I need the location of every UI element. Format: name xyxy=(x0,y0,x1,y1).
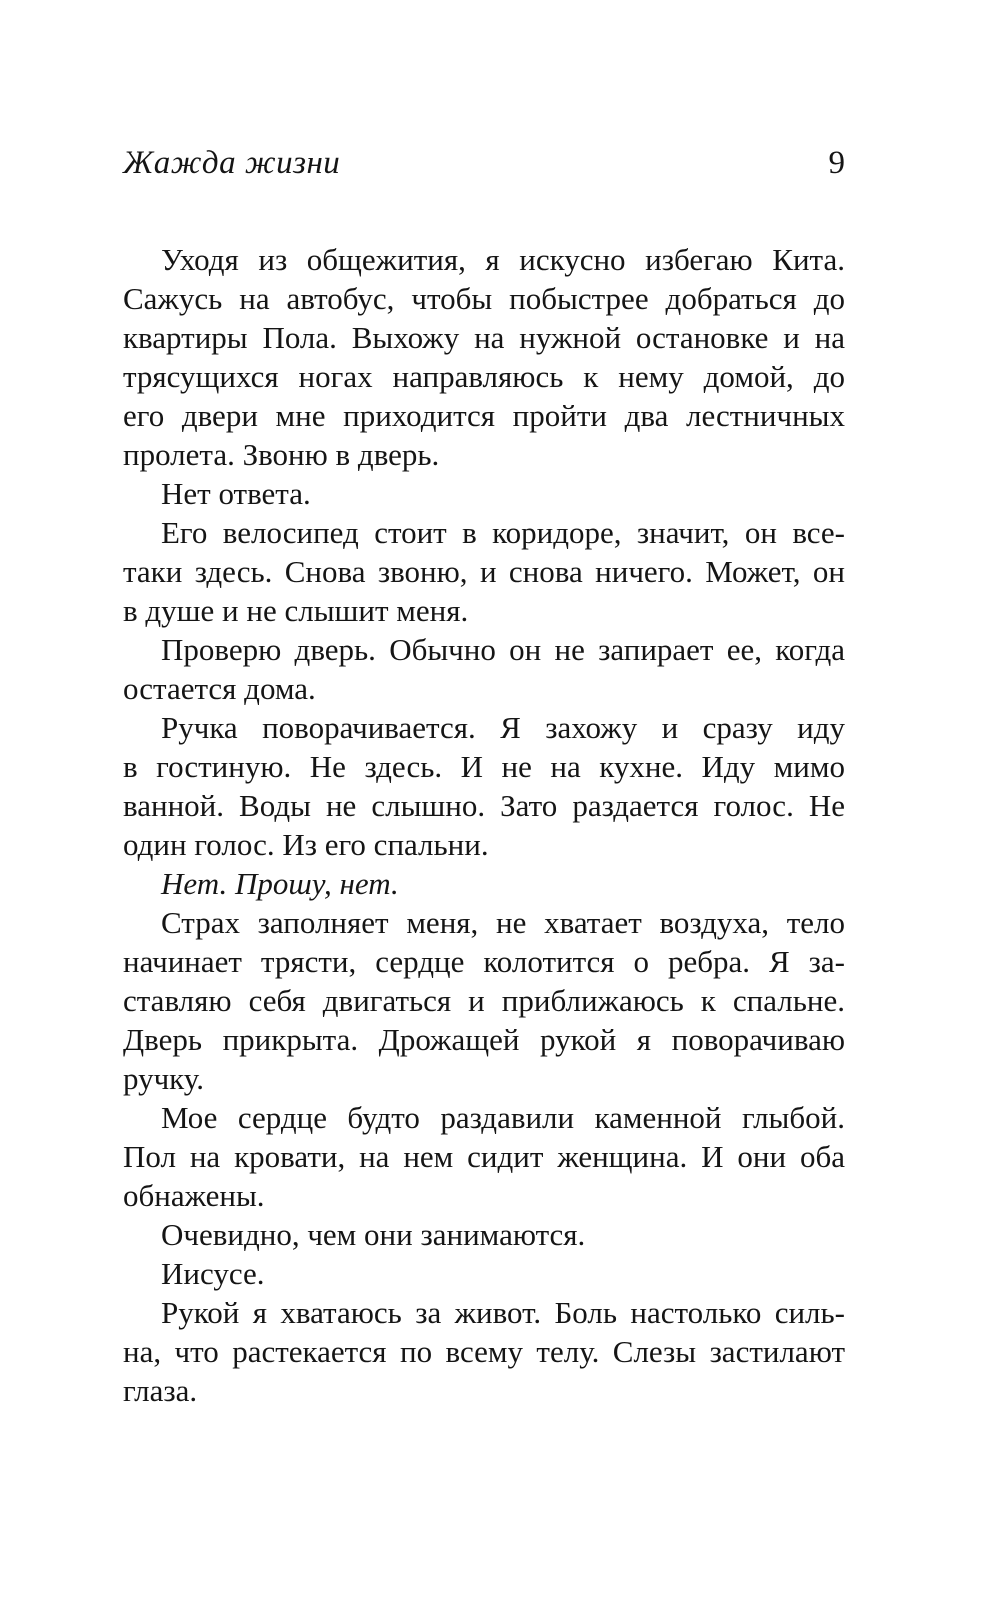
text-line: обнажены. xyxy=(123,1178,265,1213)
text-line: Пол на кровати, на нем сидит женщина. И они оба xyxy=(123,1139,845,1174)
paragraph xyxy=(123,630,845,708)
text-line: глаза. xyxy=(123,1373,198,1408)
text-line: Дверь прикрыта. Дрожащей рукой я поворачиваю xyxy=(123,1022,845,1057)
text-line: ставляю себя двигаться и приближаюсь к спальне. xyxy=(123,983,845,1018)
text-line: один голос. Из его спальни. xyxy=(123,827,489,862)
paragraph xyxy=(123,903,845,1098)
text-line: Очевидно, чем они занимаются. xyxy=(161,1217,586,1252)
text-line: ванной. Воды не слышно. Зато раздается голос. Не xyxy=(123,788,845,823)
text-line: Проверю дверь. Обычно он не запирает ее, когда xyxy=(161,632,845,667)
text-line: Иисусе. xyxy=(161,1256,265,1291)
paragraph xyxy=(123,474,845,513)
paragraph xyxy=(123,1215,845,1254)
text-line: Уходя из общежития, я искусно избегаю Кита. xyxy=(161,242,845,277)
running-header xyxy=(123,143,845,183)
text-block xyxy=(123,240,845,1410)
paragraph xyxy=(123,240,845,474)
text-line: Мое сердце будто раздавили каменной глыбой. xyxy=(161,1100,845,1135)
text-line: Нет ответа. xyxy=(161,476,311,511)
text-line: в душе и не слышит меня. xyxy=(123,593,469,628)
text-line: таки здесь. Снова звоню, и снова ничего. Может, он xyxy=(123,554,845,589)
text-line: Ручка поворачивается. Я захожу и сразу иду xyxy=(161,710,845,745)
text-line: на, что растекается по всему телу. Слезы застилают xyxy=(123,1334,845,1369)
text-line: Нет. Прошу, нет. xyxy=(161,866,399,901)
text-line: Страх заполняет меня, не хватает воздуха, тело xyxy=(161,905,845,940)
running-header-title: Жажда жизни xyxy=(123,145,341,181)
paragraph xyxy=(123,1293,845,1410)
paragraph xyxy=(123,1254,845,1293)
text-line: остается дома. xyxy=(123,671,316,706)
text-line: Сажусь на автобус, чтобы побыстрее добраться до xyxy=(123,281,845,316)
text-line: его двери мне приходится пройти два лестничных xyxy=(123,398,845,433)
text-line: трясущихся ногах направляюсь к нему домой, до xyxy=(123,359,845,394)
text-line: Его велосипед стоит в коридоре, значит, он все- xyxy=(161,515,845,550)
page-number: 9 xyxy=(828,145,845,181)
text-line: начинает трясти, сердце колотится о ребра. Я за- xyxy=(123,944,845,979)
text-line: в гостиную. Не здесь. И не на кухне. Иду мимо xyxy=(123,749,845,784)
text-line: пролета. Звоню в дверь. xyxy=(123,437,440,472)
text-line: Рукой я хватаюсь за живот. Боль настолько силь- xyxy=(161,1295,845,1330)
text-line: ручку. xyxy=(123,1061,204,1096)
paragraph xyxy=(123,513,845,630)
text-line: квартиры Пола. Выхожу на нужной остановке и на xyxy=(123,320,845,355)
paragraph xyxy=(123,1098,845,1215)
paragraph xyxy=(123,708,845,864)
paragraph xyxy=(123,864,845,903)
